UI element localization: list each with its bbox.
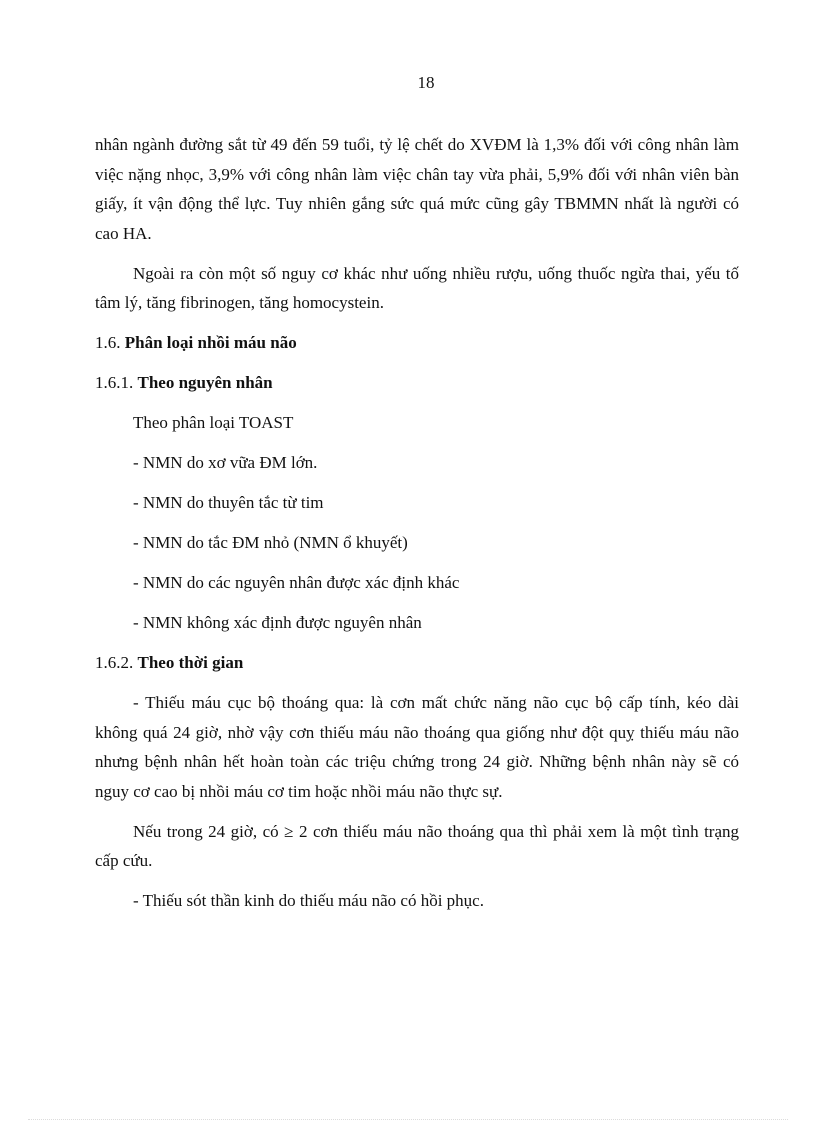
paragraph-occupation-risk: nhân ngành đường sắt từ 49 đến 59 tuổi, tỷ lệ chết do XVĐM là 1,3% đối với công nhân làm việc nặng nhọc, 3,9% với công nhân làm việc chân tay vừa phải, 5,9% đối với nhân viên bàn giấy, ít vận động thể lực. Tuy nhiên gắng sức quá mức cũng gây TBMMN nhất là người có cao HA. (95, 135, 739, 243)
heading-1-6-2-title: Theo thời gian (137, 653, 244, 672)
heading-1-6-number: 1.6. (95, 333, 121, 352)
paragraph-other-risks: Ngoài ra còn một số nguy cơ khác như uống nhiều rượu, uống thuốc ngừa thai, yếu tố tâm lý, tăng fibrinogen, tăng homocystein. (95, 263, 739, 312)
list-item: - NMN do thuyên tắc từ tim (133, 493, 324, 512)
heading-1-6-1-title: Theo nguyên nhân (137, 373, 273, 392)
document-body (95, 130, 739, 926)
page-number: 18 (417, 73, 435, 92)
heading-1-6-title: Phân loại nhồi máu não (124, 333, 297, 352)
toast-intro: Theo phân loại TOAST (133, 413, 294, 432)
heading-1-6-2 (95, 648, 739, 678)
paragraph-tia-definition: - Thiếu máu cục bộ thoáng qua: là cơn mất chức năng não cục bộ cấp tính, kéo dài không quá 24 giờ, nhờ vậy cơn thiếu máu não thoáng qua giống như đột quỵ thiếu máu não nhưng bệnh nhân hết hoàn toàn các triệu chứng trong 24 giờ. Những bệnh nhân này sẽ có nguy cơ cao bị nhồi máu cơ tim hoặc nhồi máu não thực sự. (95, 693, 739, 801)
list-item: - NMN do các nguyên nhân được xác định khác (133, 573, 460, 592)
heading-1-6-2-number: 1.6.2. (95, 653, 134, 672)
heading-1-6-1-number: 1.6.1. (95, 373, 134, 392)
paragraph-tia-emergency: Nếu trong 24 giờ, có ≥ 2 cơn thiếu máu não thoáng qua thì phải xem là một tình trạng cấp cứu. (95, 821, 739, 870)
list-item: - NMN do tắc ĐM nhỏ (NMN ổ khuyết) (133, 533, 408, 552)
footer-divider (28, 1119, 788, 1120)
paragraph-rind: - Thiếu sót thần kinh do thiếu máu não có hồi phục. (133, 891, 484, 910)
heading-1-6-1 (95, 368, 739, 398)
list-item: - NMN không xác định được nguyên nhân (133, 613, 422, 632)
heading-1-6 (95, 328, 739, 358)
list-item: - NMN do xơ vữa ĐM lớn. (133, 453, 318, 472)
